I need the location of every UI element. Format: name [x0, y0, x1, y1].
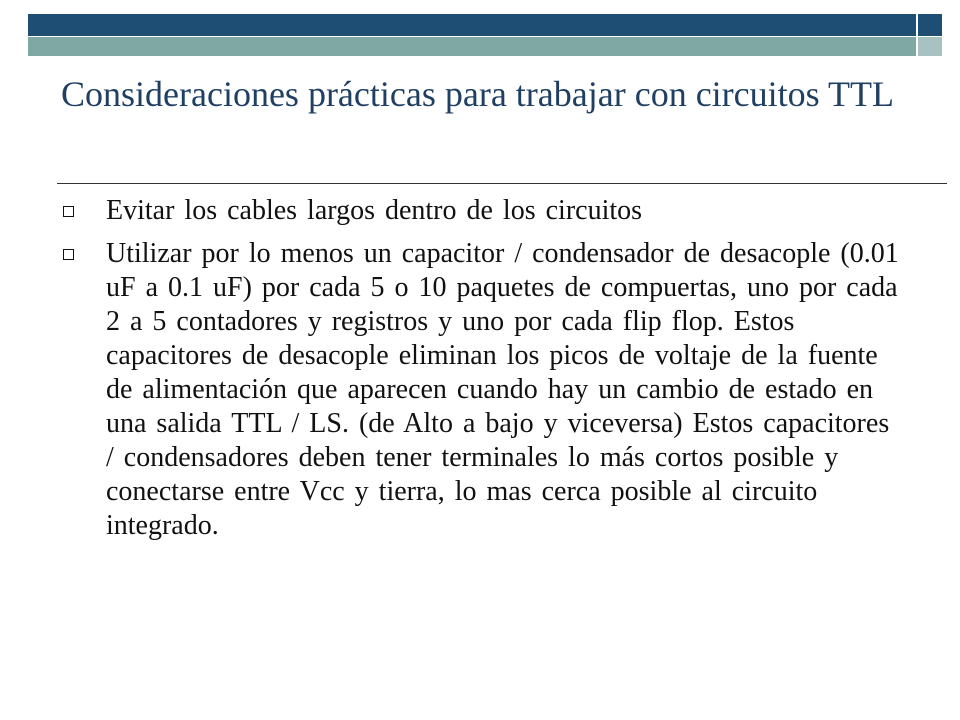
header-band-teal	[28, 37, 916, 56]
title-divider	[57, 183, 947, 184]
header-band-dark	[28, 14, 916, 36]
bullet-list	[60, 194, 900, 552]
corner-square-dark	[918, 14, 942, 36]
slide-title: Consideraciones prácticas para trabajar con circuitos TTL	[61, 74, 894, 114]
bullet-item	[60, 237, 900, 543]
corner-square-light	[918, 37, 942, 56]
bullet-text: Evitar los cables largos dentro de los circuitos	[106, 195, 643, 226]
bullet-item	[60, 194, 900, 228]
bullet-text: Utilizar por lo menos un capacitor / condensador de desacople (0.01 uF a 0.1 uF) por cada 5 o 10 paquetes de compuertas, uno por cada 2 a 5 contadores y registros y uno por cada flip flop. Estos capacitores de desacople eliminan los picos de voltaje de la fuente de alimentación que aparecen cuando hay un cambio de estado en una salida TTL / LS. (de Alto a bajo y viceversa) Estos capacitores / condensadores deben tener terminales lo más cortos posible y conectarse entre Vcc y tierra, lo mas cerca posible al circuito integrado.	[106, 238, 899, 541]
hollow-square-bullet-icon	[63, 249, 74, 260]
hollow-square-bullet-icon	[63, 206, 74, 217]
